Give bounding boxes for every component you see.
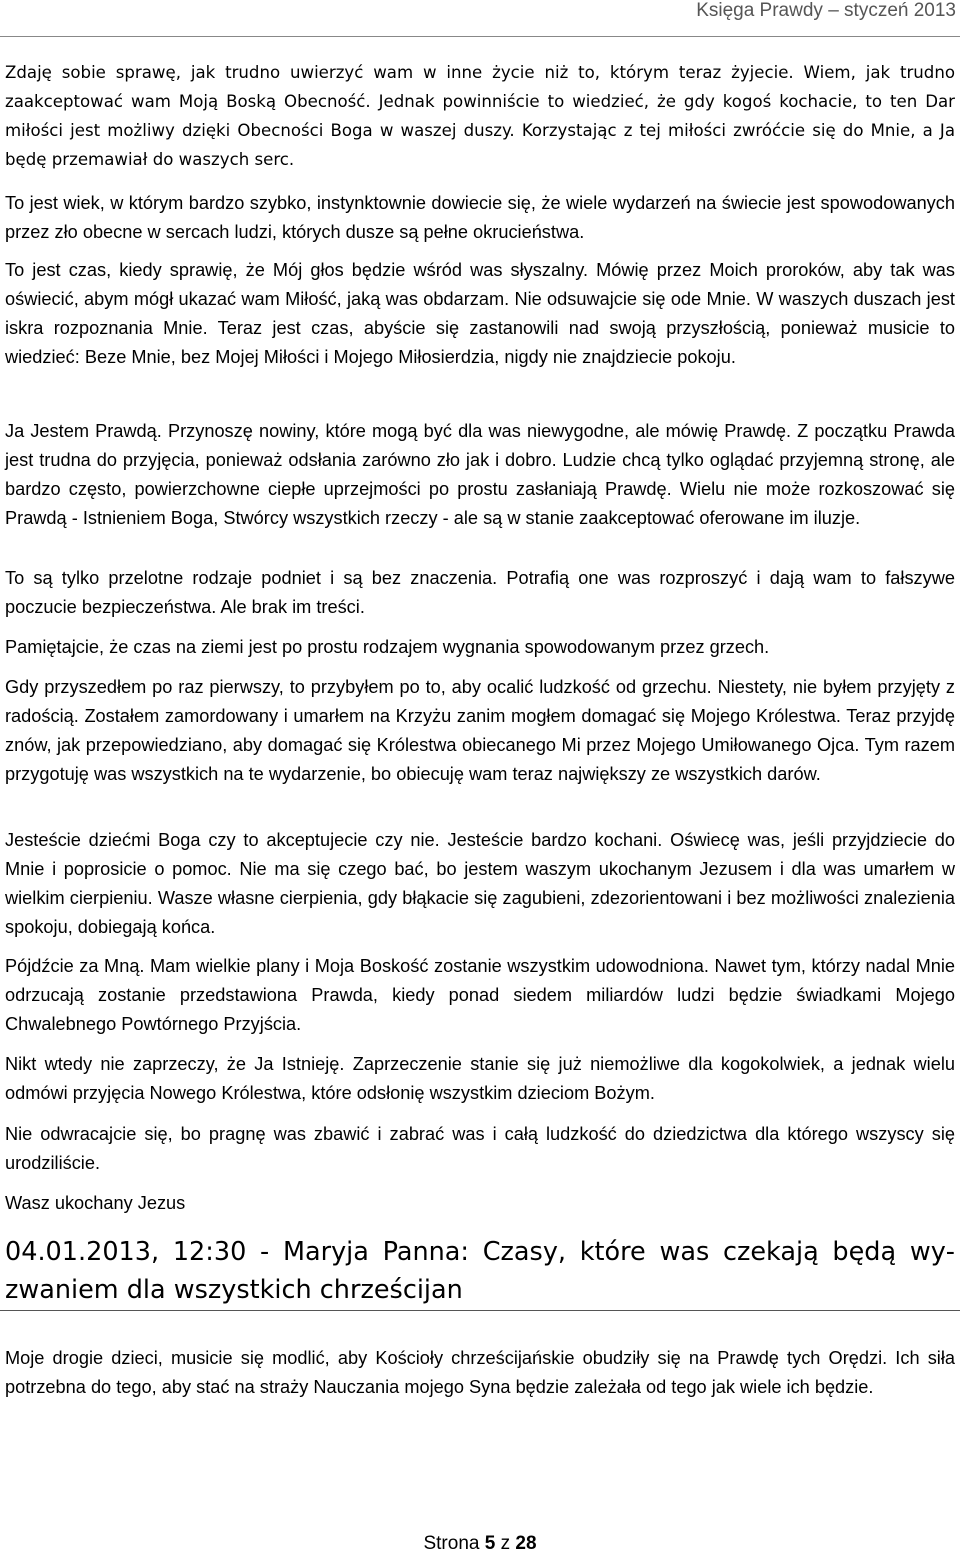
page-header-title: Księga Prawdy – styczeń 2013 — [696, 0, 956, 21]
page-separator: z — [500, 1533, 511, 1554]
paragraph-9: Pójdźcie za Mną. Mam wielkie plany i Moja Boskość zostanie wszystkim udowodniona. Nawet tym, którzy nadal Mnie odrzucają zostanie przedstawiona Prawda, kiedy ponad siedem miliardów ludzi będzie świadkami Mojego Chwalebnego Powtórnego Przyjścia. — [5, 956, 955, 1034]
paragraph-7: Gdy przyszedłem po raz pierwszy, to przybyłem po to, aby ocalić ludzkość od grzechu. Niestety, nie byłem przyjęty z radością. Zostałem zamordowany i umarłem na Krzyżu zanim mogłem domagać się Mojego Królestwa. Teraz przyjdę znów, jak przepowiedziano, aby domagać się Królestwa obiecanego Mi przez Mojego Umiłowanego Ojca. Tym razem przygotuję was wszystkich na te wydarzenie, bo obiecuję wam teraz największy ze wszystkich darów. — [5, 677, 955, 784]
paragraph-10: Nikt wtedy nie zaprzeczy, że Ja Istnieję. Zaprzeczenie stanie się już niemożliwe dla kogokolwiek, a jednak wielu odmówi przyjęcia Nowego Królestwa, które odsłonię wszystkim dzieciom Bożym. — [5, 1054, 955, 1103]
paragraph-11: Nie odwracajcie się, bo pragnę was zbawić i zabrać was i całą ludzkość do dziedzictwa dla którego wszyscy się urodziliście. — [5, 1124, 955, 1173]
paragraph-6: Pamiętajcie, że czas na ziemi jest po prostu rodzajem wygnania spowodowanym przez grzech. — [5, 637, 770, 657]
paragraph-8: Jesteście dziećmi Boga czy to akceptujecie czy nie. Jesteście bardzo kochani. Oświecę was, jeśli przyjdziecie do Mnie i poprosicie o pomoc. Nie ma się czego bać, bo jestem waszym ukochanym Jezusem i dla was umarłem w wielkim cierpieniu. Wasze własne cierpienia, gdy błąkacie się zagubieni, zdezorientowani i bez możliwości znalezienia spokoju, dobiegają końca. — [5, 830, 955, 937]
paragraph-4: Ja Jestem Prawdą. Przynoszę nowiny, które mogą być dla was niewygodne, ale mówię Prawdę. Z początku Prawda jest trudna do przyjęcia, ponieważ odsłania zarówno zło jak i dobro. Ludzie chcą tylko oglądać przyjemną stronę, ale bardzo często, powierzchowne ciepłe uprzejmości po prostu zasłaniają Prawdę. Wielu nie może rozkoszować się Prawdą - Istnieniem Boga, Stwórcy wszystkich rzeczy - ale są w stanie zaakceptować oferowane im iluzje. — [5, 421, 955, 528]
signature-line: Wasz ukochany Jezus — [5, 1193, 186, 1213]
section-paragraph: Moje drogie dzieci, musicie się modlić, aby Kościoły chrześcijańskie obudziły się na Prawdę tych Orędzi. Ich siła potrzebna do tego, aby stać na straży Nauczania mojego Syna będzie zależała od tego jak wiele ich będzie. — [5, 1348, 955, 1397]
paragraph-1: Zdaję sobie sprawę, jak trudno uwierzyć wam w inne życie niż to, którym teraz żyjecie. Wiem, jak trudno zaakceptować wam Moją Boską Obecność. Jednak powinniście to wiedzieć, że gdy kogoś kochacie, to ten Dar miłości jest możliwy dzięki Obecności Boga w waszej duszy. Korzystając z tej miłości zwróćcie się do Mnie, a Ja będę przemawiał do waszych serc. — [5, 63, 955, 169]
page-current: 5 — [484, 1533, 496, 1554]
page-number-footer — [0, 1533, 960, 1555]
section-heading: 04.01.2013, 12:30 - Maryja Panna: Czasy, które was czekają będą wyzwaniem dla wszystkich chrześcijan — [5, 1237, 955, 1305]
heading-divider — [0, 1310, 960, 1311]
paragraph-3: To jest czas, kiedy sprawię, że Mój głos będzie wśród was słyszalny. Mówię przez Moich proroków, aby tak was oświecić, abym mógł ukazać wam Miłość, jaką was obdarzam. Nie odsuwajcie się ode Mnie. W waszych duszach jest iskra rozpoznania Mnie. Teraz jest czas, abyście się zastanowili nad swoją przyszłością, ponieważ musicie to wiedzieć: Beze Mnie, bez Mojej Miłości i Mojego Miłosierdzia, nigdy nie znajdziecie pokoju. — [5, 260, 955, 367]
paragraph-5: To są tylko przelotne rodzaje podniet i są bez znaczenia. Potrafią one was rozproszyć i dają wam to fałszywe poczucie bezpieczeństwa. Ale brak im treści. — [5, 568, 955, 617]
header-divider — [0, 36, 960, 37]
page-total: 28 — [515, 1533, 537, 1554]
paragraph-2: To jest wiek, w którym bardzo szybko, instynktownie dowiecie się, że wiele wydarzeń na świecie jest spowodowanych przez zło obecne w sercach ludzi, których dusze są pełne okrucieństwa. — [5, 193, 955, 242]
page-prefix: Strona — [423, 1533, 480, 1554]
